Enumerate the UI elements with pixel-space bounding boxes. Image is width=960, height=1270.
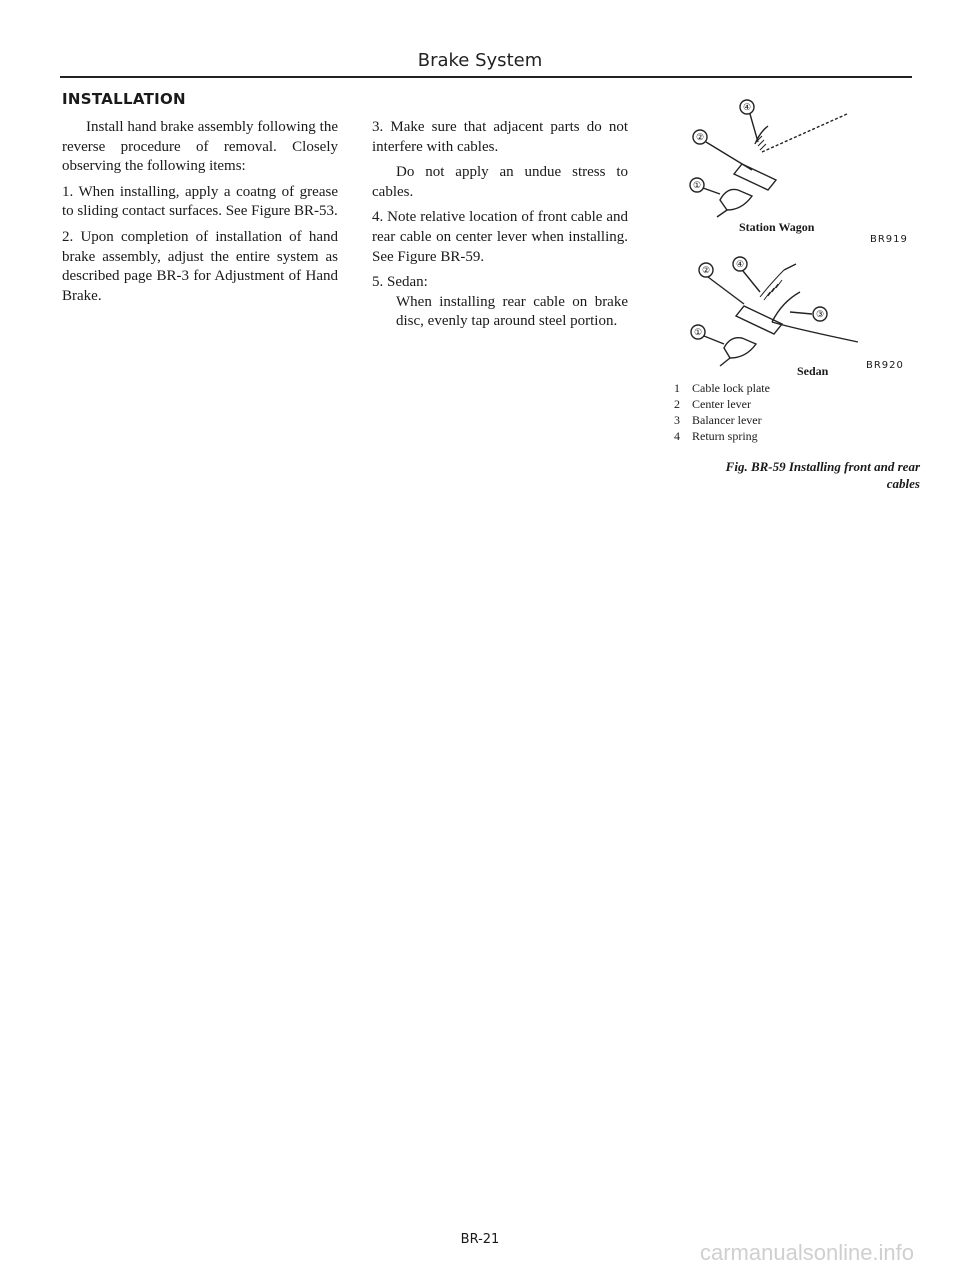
balancer-lever-bottom — [772, 292, 800, 322]
legend-item: 4 Return spring — [674, 429, 758, 443]
figure-code-sedan: BR920 — [866, 360, 904, 371]
callout-1-top: ① — [692, 181, 702, 191]
callout-4-top: ④ — [742, 103, 752, 113]
callout-4-bottom: ④ — [735, 260, 745, 270]
figure-caption-line-1: Fig. BR-59 Installing front and rear — [725, 459, 920, 474]
callout-3-bottom: ③ — [815, 310, 825, 320]
step-4: 4. Note relative location of front cable and rear cable on center lever when installing. See Figure BR-59. — [372, 209, 628, 265]
header-rule — [60, 76, 912, 78]
step-5-note: When installing rear cable on brake disc, evenly tap around steel portion. — [396, 293, 628, 330]
page-header-title: Brake System — [417, 50, 543, 71]
page-number: BR-21 — [460, 1232, 500, 1247]
step-5: 5. Sedan: — [372, 274, 428, 291]
step-3-note: Do not apply an undue stress to cables. — [372, 164, 628, 200]
legend-item: 3 Balancer lever — [674, 413, 762, 427]
legend-item: 1 Cable lock plate — [674, 381, 770, 395]
station-wagon-label: Station Wagon — [739, 220, 815, 234]
center-lever-top — [734, 164, 776, 190]
left-column — [62, 118, 338, 312]
section-heading: INSTALLATION — [62, 90, 186, 108]
right-column — [372, 118, 628, 338]
watermark: carmanualsonline.info — [700, 1240, 915, 1265]
hand-brake-cable-illustration — [672, 92, 872, 382]
figure-code-station-wagon: BR919 — [870, 234, 908, 245]
legend-item: 2 Center lever — [674, 397, 751, 411]
intro-paragraph: Install hand brake assembly following the reverse procedure of removal. Closely observing the following items: — [62, 119, 338, 175]
callout-2-top: ② — [695, 133, 705, 143]
center-lever-bottom — [736, 306, 782, 334]
figure-caption — [680, 458, 920, 492]
sedan-label: Sedan — [797, 364, 829, 378]
callout-2-bottom: ② — [701, 266, 711, 276]
callout-1-bottom: ① — [693, 328, 703, 338]
figure-legend — [674, 380, 770, 444]
step-2: 2. Upon completion of installation of hand brake assembly, adjust the entire system as described page BR-3 for Adjustment of Hand Brake. — [62, 228, 338, 304]
step-3: 3. Make sure that adjacent parts do not interfere with cables. — [372, 119, 628, 155]
figure-caption-line-2: cables — [886, 476, 920, 491]
step-1: 1. When installing, apply a coatng of grease to sliding contact surfaces. See Figure BR-53. — [62, 183, 338, 220]
